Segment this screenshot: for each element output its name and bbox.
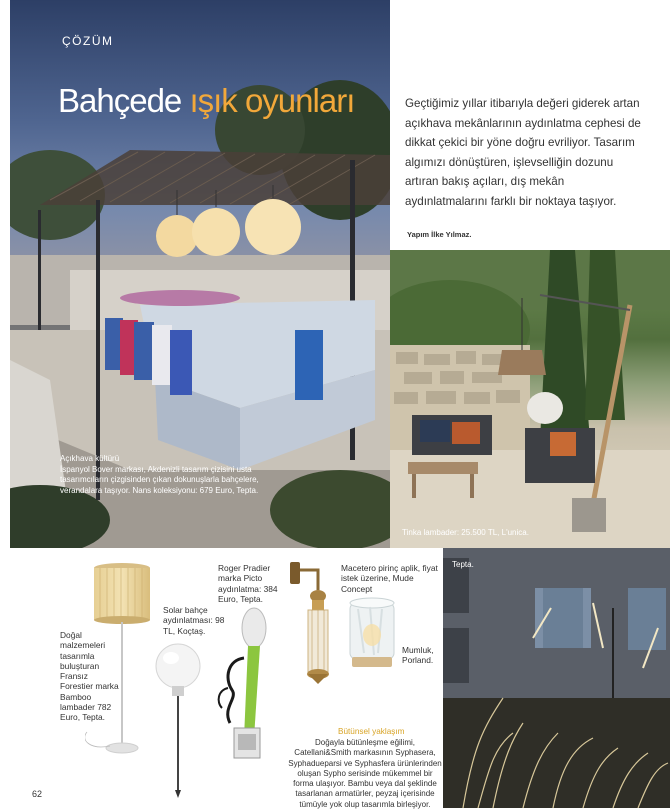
title-part-1: Bahçede xyxy=(58,82,182,119)
section-label: ÇÖZÜM xyxy=(62,34,114,48)
garden-photo xyxy=(390,250,670,548)
picto-lamp xyxy=(210,598,285,763)
glass-candle-holder xyxy=(344,595,400,670)
garden-caption: Tinka lambader: 25.500 TL, L'unica. xyxy=(402,528,529,537)
hero-caption-body: İspanyol Bover markası, Akdenizli tasarım çizisini usta tasarımcıların çizgisinden çıkan dokunuşlarla bahçelere, verandalara taşıyor. Nans koleksiyonu: 679 Euro, Tepta. xyxy=(60,464,259,495)
wall-lamp-text: Macetero pirinç aplik, fiyat istek üzerine, Mude Concept xyxy=(341,563,438,594)
bamboo-lamp-text: Doğal malzemeleri tasarımla buluşturan Fransız Forestier marka Bamboo lambader 782 Euro, Tepta. xyxy=(60,630,119,723)
credit-line: Yapım İlke Yılmaz. xyxy=(407,230,472,239)
facade-scene xyxy=(443,548,670,808)
synth-heading: Bütünsel yaklaşım xyxy=(338,727,405,736)
solar-globe-lamp xyxy=(153,640,203,800)
hero-caption-heading: Açıkhava kültürü xyxy=(60,454,120,463)
candle-holder-text: Mumluk, Porland. xyxy=(402,645,434,666)
hero-caption xyxy=(60,454,290,496)
garden-scene xyxy=(390,250,670,548)
intro-text: Geçtiğimiz yıllar itibarıyla değeri giderek artan açıkhava mekânlarının aydınlatma cephesi de dikkat çekici bir yöne doğru evriliyor. Tasarım algımızı dönüştüren, işlevselliğin dozunu artıran bakış açıları, dış mekân aydınlatmalarını farklı bir noktaya taşıyor. xyxy=(405,97,641,208)
facade-photo xyxy=(443,548,670,808)
page-title xyxy=(58,82,354,120)
solar-lamp-text: Solar bahçe aydınlatması: 98 TL, Koçtaş. xyxy=(163,605,225,636)
brass-wall-lamp xyxy=(288,558,348,698)
synth-body: Doğayla bütünleşme eğilimi, Catellani&Smith markasının Syphasera, Syphadueparsi ve Syphasfera ürünlerinden oluşan Sypho serisinde mükemmel bir forma ulaşıyor. Bambu veya dal şeklinde tasarlanan armatürler, peyzaj içerisinde tümüyle yok olup tasarımla birleşiyor. xyxy=(288,738,442,809)
page-number: 62 xyxy=(32,789,43,799)
title-part-2: ışık oyunları xyxy=(189,82,355,119)
picto-lamp-text: Roger Pradier marka Picto aydınlatma: 384 Euro, Tepta. xyxy=(218,563,278,604)
facade-caption: Tepta. xyxy=(452,560,474,569)
